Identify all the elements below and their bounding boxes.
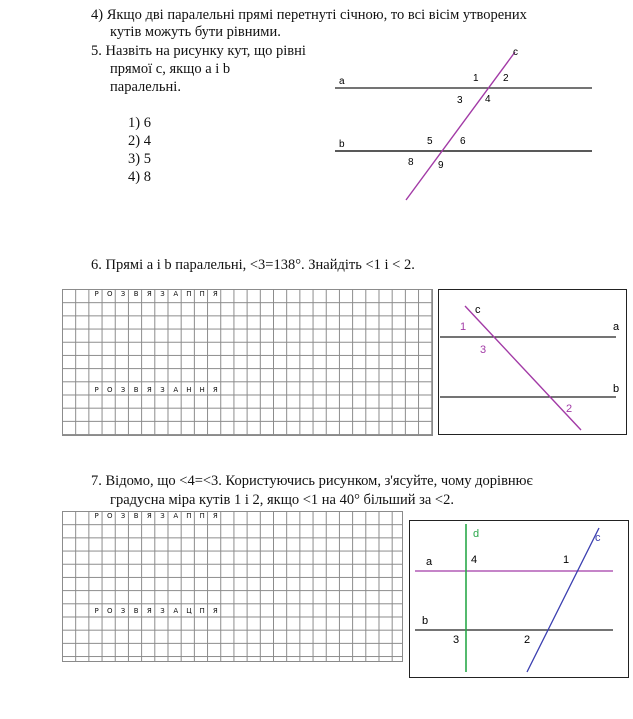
q7-angle-3: 3	[453, 634, 460, 646]
q5-label-b: b	[339, 139, 345, 150]
q6-work-heading-2: Р О З В Я З А Н Н Я	[94, 386, 218, 394]
q5-angle-8: 8	[408, 157, 414, 168]
q5-label-a: a	[339, 76, 345, 87]
q6-angle-1: 1	[460, 321, 467, 333]
q6-work-heading-1: Р О З В Я З А П П Я	[94, 290, 218, 298]
q5-angle-4: 3	[457, 95, 463, 106]
q4-line2: кутів можуть бути рівними.	[110, 24, 281, 40]
q5-angle-1: 1	[473, 73, 479, 84]
q5-angle-9: 9	[438, 160, 444, 171]
q5-option-1: 1) 6	[128, 115, 151, 131]
q7-angle-4: 4	[471, 554, 478, 566]
q7-angle-1: 1	[563, 554, 570, 566]
q7-line2: градусна міра кутів 1 і 2, якщо <1 на 40° більший за <2.	[110, 492, 454, 508]
q7-answer-grid[interactable]	[62, 511, 403, 662]
q5-label-c: c	[513, 47, 518, 58]
q5-line1: 5. Назвіть на рисунку кут, що рівні	[91, 43, 306, 59]
q6-angle-3: 3	[480, 344, 487, 356]
q6-answer-grid[interactable]	[62, 289, 433, 436]
q5-angle-3: 4	[485, 94, 491, 105]
q7-angle-2: 2	[524, 634, 531, 646]
q5-figure	[330, 40, 600, 210]
q6-label-c: c	[475, 304, 481, 316]
q7-work-heading-1: Р О З В Я З А П П Я	[94, 512, 218, 520]
q6-label-b: b	[613, 383, 620, 395]
q6-angle-2: 2	[566, 403, 573, 415]
q7-figure	[409, 520, 629, 678]
q4-line1: 4) Якщо дві паралельні прямі перетнуті січною, то всі вісім утворених	[91, 7, 527, 23]
q7-work-heading-2: Р О З В Я З А Ц П Я	[94, 607, 218, 615]
q5-line2: прямої с, якщо а і b	[110, 61, 231, 77]
q7-label-b: b	[422, 615, 429, 627]
q5-angle-5: 5	[427, 136, 433, 147]
q6-text: 6. Прямі а і b паралельні, <3=138°. Знайдіть <1 і < 2.	[91, 257, 415, 273]
q5-angle-2: 2	[503, 73, 509, 84]
q7-label-c: c	[595, 532, 601, 544]
q5-option-4: 4) 8	[128, 169, 151, 185]
q7-label-a: a	[426, 556, 433, 568]
q6-figure	[438, 289, 627, 435]
q5-line-c	[406, 52, 515, 200]
q5-angle-6: 6	[460, 136, 466, 147]
q5-line3: паралельні.	[110, 79, 181, 95]
q7-line1: 7. Відомо, що <4=<3. Користуючись рисунком, з'ясуйте, чому дорівнює	[91, 473, 533, 489]
q7-label-d: d	[473, 528, 480, 540]
q5-option-3: 3) 5	[128, 151, 151, 167]
q6-label-a: a	[613, 321, 620, 333]
q5-option-2: 2) 4	[128, 133, 151, 149]
